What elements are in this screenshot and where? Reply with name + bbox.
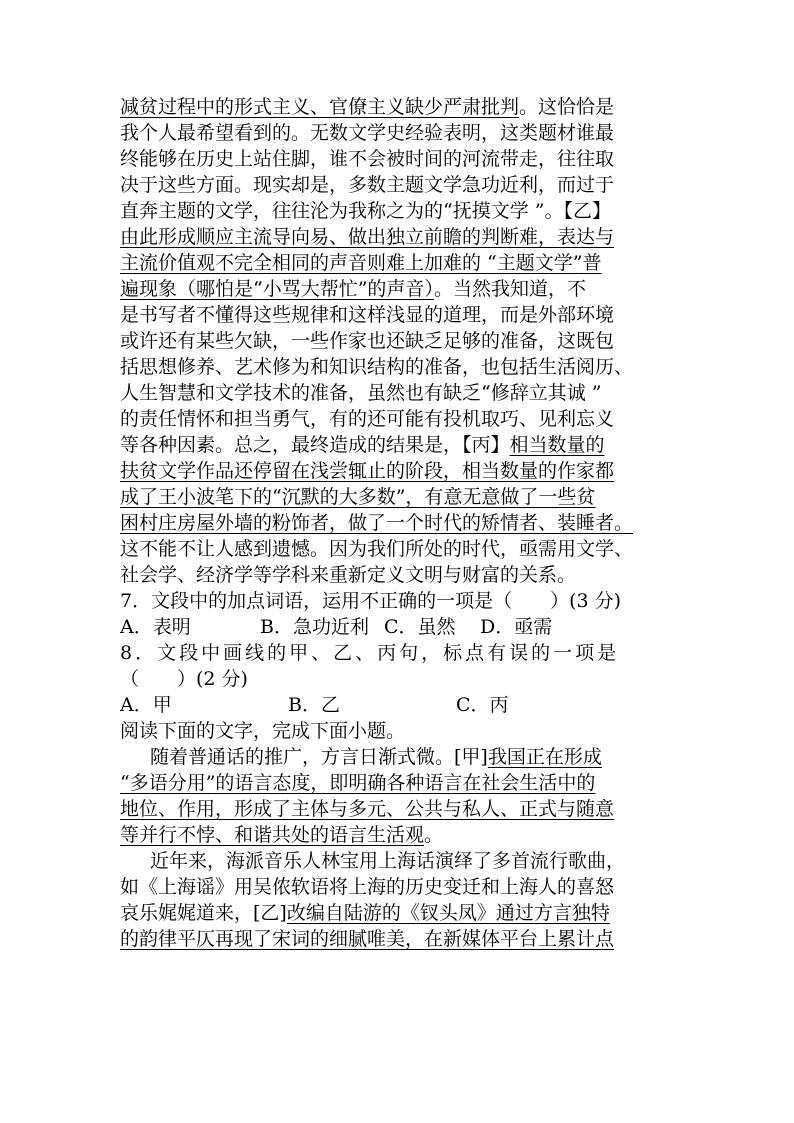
text-segment: 或许还有某些欠缺，一些作家也还缺乏足够的准备，这既包 <box>120 330 615 352</box>
underlined-text: “多语分用”的语言态度，即明确各种语言在社会生活中的 <box>120 772 596 794</box>
text-line <box>120 172 680 198</box>
text-segment: 直奔主题的文学，往往沦为我称之为的“抚摸文学 ”。【乙】 <box>120 200 611 222</box>
underlined-text: 我国正在形成 <box>487 746 602 768</box>
text-line <box>120 224 680 250</box>
text-segment: 社会学、经济学等学科来重新定义文明与财富的关系。 <box>120 564 577 586</box>
text-segment: 终能够在历史上站住脚，谁不会被时间的河流带走，往往取 <box>120 148 615 170</box>
underlined-text: 的韵律平仄再现了宋词的细腻唯美，在新媒体平台上累计点 <box>120 928 615 950</box>
underlined-text: 由此形成顺应主流导向易、做出独立前瞻的判断难，表达与 <box>120 226 615 248</box>
text-segment: 我个人最希望看到的。无数文学史经验表明，这类题材谁最 <box>120 122 615 144</box>
question-8-options <box>120 692 680 718</box>
underlined-text: 相当数量的 <box>509 434 605 456</box>
q7-option-c: C．虽然 <box>384 616 456 638</box>
question-7-stem: 7．文段中的加点词语，运用不正确的一项是（ ）(3 分) <box>120 590 622 612</box>
text-segment: 。这恰恰是 <box>519 96 615 118</box>
passage-2 <box>120 744 680 848</box>
q7-option-b: B．急功近利 <box>260 616 369 638</box>
underlined-text: 成了王小波笔下的“沉默的大多数”，有意无意做了一些贫 <box>120 486 596 508</box>
q7-option-a: A．表明 <box>120 616 191 638</box>
text-line <box>120 796 680 822</box>
text-line <box>120 94 680 120</box>
text-segment: 。 <box>424 824 444 846</box>
text-line <box>120 198 680 224</box>
underlined-text: 遍现象（哪怕是“小骂大帮忙”的声音） <box>120 278 434 300</box>
text-line <box>120 900 680 926</box>
text-line <box>120 822 680 848</box>
text-line <box>120 276 680 302</box>
passage-1 <box>120 94 680 588</box>
text-line <box>120 926 680 952</box>
underlined-text: 困村庄房屋外墙的粉饰者，做了一个时代的矫情者、装睡者。 <box>120 512 634 534</box>
text-line <box>120 302 680 328</box>
underlined-text: 主流价值观不完全相同的声音则难上加难的 “主题文学”普 <box>120 252 602 274</box>
text-line <box>120 250 680 276</box>
document-body <box>120 94 680 952</box>
text-line <box>120 432 680 458</box>
underlined-text: 减贫过程中的形式主义、官僚主义缺少严肃批判 <box>120 96 520 118</box>
text-segment: 决于这些方面。现实却是，多数主题文学急功近利，而过于 <box>120 174 615 196</box>
question-7-options <box>120 614 680 640</box>
text-segment: 人生智慧和文学技术的准备，虽然也有缺乏“修辞立其诚 ” <box>120 382 602 404</box>
text-segment: 近年来，海派音乐人林宝用上海话演绎了多首流行歌曲， <box>150 850 626 872</box>
reading-instruction: 阅读下面的文字，完成下面小题。 <box>120 720 406 742</box>
q8-option-c: C．丙 <box>456 694 509 716</box>
text-segment: 的责任情怀和担当勇气，有的还可能有投机取巧、见利忘义 <box>120 408 615 430</box>
text-segment: 随着普通话的推广，方言日渐式微。[甲] <box>150 746 488 768</box>
underlined-text: 改编自陆游的《钗头凤》通过方言独特 <box>286 902 610 924</box>
text-line <box>120 328 680 354</box>
underlined-text: 等并行不悖、和谐共处的语言生活观 <box>120 824 425 846</box>
text-line <box>120 458 680 484</box>
q8-option-a: A．甲 <box>120 694 172 716</box>
text-segment: 哀乐娓娓道来，[乙] <box>120 902 287 924</box>
text-segment: 是书写者不懂得这些规律和这样浅显的道理，而是外部环境 <box>120 304 615 326</box>
text-segment: 这不能不让人感到遗憾。因为我们所处的时代，亟需用文学、 <box>120 538 634 560</box>
passage-3 <box>120 848 680 952</box>
text-line <box>120 848 680 874</box>
underlined-text: 地位、作用，形成了主体与多元、公共与私人、正式与随意 <box>120 798 615 820</box>
text-segment: 等各种因素。总之，最终造成的结果是，【丙】 <box>120 434 510 456</box>
text-line <box>120 874 680 900</box>
text-segment: 。当然我知道，不 <box>433 278 586 300</box>
text-line <box>120 406 680 432</box>
q7-option-d: D．亟需 <box>480 616 553 638</box>
q8-option-b: B．乙 <box>288 694 340 716</box>
text-line <box>120 146 680 172</box>
text-line <box>120 562 680 588</box>
question-8-stem-line-1: 8．文段中画线的甲、乙、丙句，标点有误的一项是 <box>120 642 620 664</box>
question-8-stem-line-2: （ ）(2 分) <box>120 668 248 690</box>
text-line <box>120 770 680 796</box>
text-line <box>120 120 680 146</box>
underlined-text: 扶贫文学作品还停留在浅尝辄止的阶段，相当数量的作家都 <box>120 460 615 482</box>
text-line <box>120 380 680 406</box>
text-segment: 括思想修养、艺术修为和知识结构的准备，也包括生活阅历、 <box>120 356 634 378</box>
text-segment: 如《上海谣》用吴侬软语将上海的历史变迁和上海人的喜怒 <box>120 876 615 898</box>
text-line <box>120 484 680 510</box>
text-line <box>120 744 680 770</box>
text-line <box>120 354 680 380</box>
text-line <box>120 536 680 562</box>
text-line <box>120 510 680 536</box>
